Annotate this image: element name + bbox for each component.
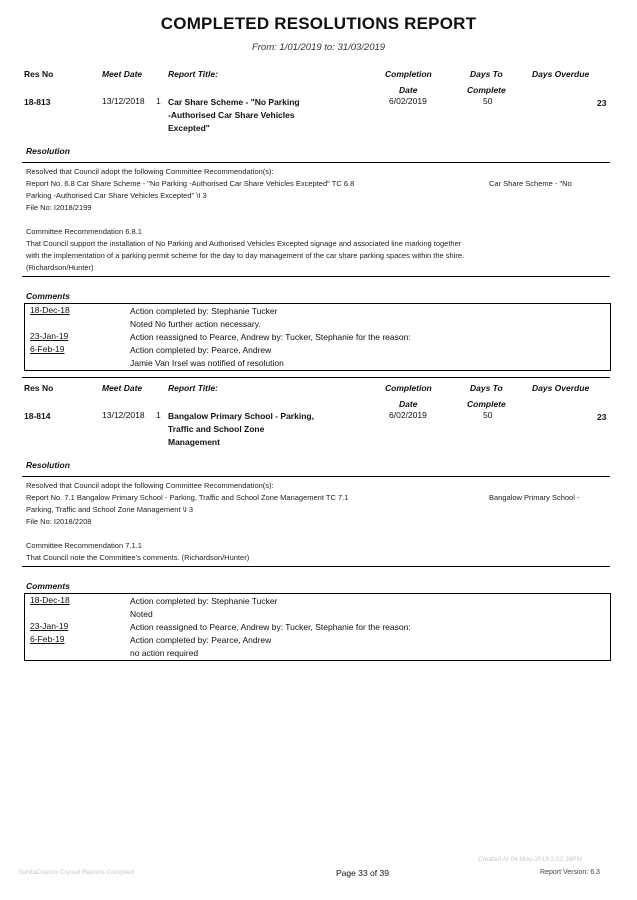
comment-text: no action required [130,648,199,658]
meet-item: 1 [156,96,161,106]
resolution-line: Resolved that Council adopt the following Committee Recommendation(s): [26,481,274,490]
days-overdue: 23 [597,412,607,422]
resolution-line: That Council note the Committee's comments. (Richardson/Hunter) [26,553,250,562]
col-res-no: Res No [24,383,54,393]
comments-heading: Comments [26,291,70,301]
report-title-line: -Authorised Car Share Vehicles [168,110,295,120]
comment-text: Action reassigned to Pearce, Andrew by: Tucker, Stephanie for the reason: [130,622,411,632]
col-days-to: Days To [470,383,503,393]
col-completion: Completion [385,69,432,79]
days-to-complete: 50 [483,410,493,420]
meet-date: 13/12/2018 [102,96,145,106]
comment-text: Noted [130,609,153,619]
col-completion-date: Date [399,85,418,95]
col-report-title: Report Title: [168,383,218,393]
comment-text: Jamie Van Irsel was notified of resolution [130,358,284,368]
resolution-line: (Richardson/Hunter) [26,263,94,272]
col-days-overdue: Days Overdue [532,383,590,393]
report-title-line: Bangalow Primary School - Parking, [168,411,314,421]
divider [22,276,610,277]
comment-text: Action completed by: Stephanie Tucker [130,306,278,316]
col-meet-date: Meet Date [102,383,143,393]
report-title-line: Excepted" [168,123,210,133]
resolution-line: That Council support the installation of No Parking and Authorised Vehicles Excepted signage and associated line marking together [26,239,462,248]
comment-date: 18-Dec-18 [30,595,70,605]
resolution-heading: Resolution [26,460,70,470]
comment-text: Action completed by: Stephanie Tucker [130,596,278,606]
report-version: Report Version: 6.3 [540,869,600,876]
resolution-line-right: Bangalow Primary School - [489,493,580,502]
comment-date: 23-Jan-19 [30,621,69,631]
resolution-line: Report No. 6.8 Car Share Scheme - "No Parking -Authorised Car Share Vehicles Excepted" TC 6.8 [26,179,355,188]
res-no: 18-813 [24,97,51,107]
resolution-line: with the implementation of a parking permit scheme for the day to day management of the car share parking spaces within the shire. [26,251,465,260]
footer-created: Created At 04-May-2019 2:02:26PM [478,856,583,863]
comment-text: Noted No further action necessary. [130,319,261,329]
divider [22,566,610,567]
comments-heading: Comments [26,581,70,591]
col-days-overdue: Days Overdue [532,69,590,79]
comment-text: Action reassigned to Pearce, Andrew by: Tucker, Stephanie for the reason: [130,332,411,342]
resolution-line: File No: I2018/2199 [26,203,92,212]
completion-date: 6/02/2019 [389,96,427,106]
record-separator [22,377,610,378]
divider [22,162,610,163]
report-title-line: Traffic and School Zone [168,424,265,434]
report-date-range: From: 1/01/2019 to: 31/03/2019 [251,42,386,53]
meet-date: 13/12/2018 [102,410,145,420]
comment-date: 6-Feb-19 [30,634,65,644]
comment-date: 18-Dec-18 [30,305,70,315]
resolution-line: Committee Recommendation 7.1.1 [26,541,142,550]
col-meet-date: Meet Date [102,69,143,79]
col-days-complete: Complete [467,85,506,95]
comment-date: 6-Feb-19 [30,344,65,354]
col-res-no: Res No [24,69,54,79]
res-no: 18-814 [24,411,51,421]
divider [22,476,610,477]
resolution-line: Report No. 7.1 Bangalow Primary School - Parking, Traffic and School Zone Management TC 7.1 [26,493,349,502]
col-days-complete: Complete [467,399,506,409]
report-title-line: Management [168,437,220,447]
resolution-line: Parking -Authorised Car Share Vehicles Excepted" \I 3 [26,191,207,200]
col-completion-date: Date [399,399,418,409]
days-overdue: 23 [597,98,607,108]
comment-text: Action completed by: Pearce, Andrew [130,635,272,645]
resolution-line: Parking, Traffic and School Zone Management \I 3 [26,505,194,514]
footer-source: SunitaCouncil Crystal Reports Compiled [18,869,134,876]
col-report-title: Report Title: [168,69,218,79]
completion-date: 6/02/2019 [389,410,427,420]
col-completion: Completion [385,383,432,393]
report-title-line: Car Share Scheme - "No Parking [168,97,300,107]
resolution-line-right: Car Share Scheme - "No [489,179,572,188]
resolution-line: Committee Recommendation 6.8.1 [26,227,142,236]
resolution-line: File No: I2018/2208 [26,517,92,526]
resolution-line: Resolved that Council adopt the following Committee Recommendation(s): [26,167,274,176]
resolution-heading: Resolution [26,146,70,156]
comment-text: Action completed by: Pearce, Andrew [130,345,272,355]
col-days-to: Days To [470,69,503,79]
meet-item: 1 [156,410,161,420]
page-number: Page 33 of 39 [336,868,389,878]
comment-date: 23-Jan-19 [30,331,69,341]
days-to-complete: 50 [483,96,493,106]
report-title: COMPLETED RESOLUTIONS REPORT [160,14,477,33]
